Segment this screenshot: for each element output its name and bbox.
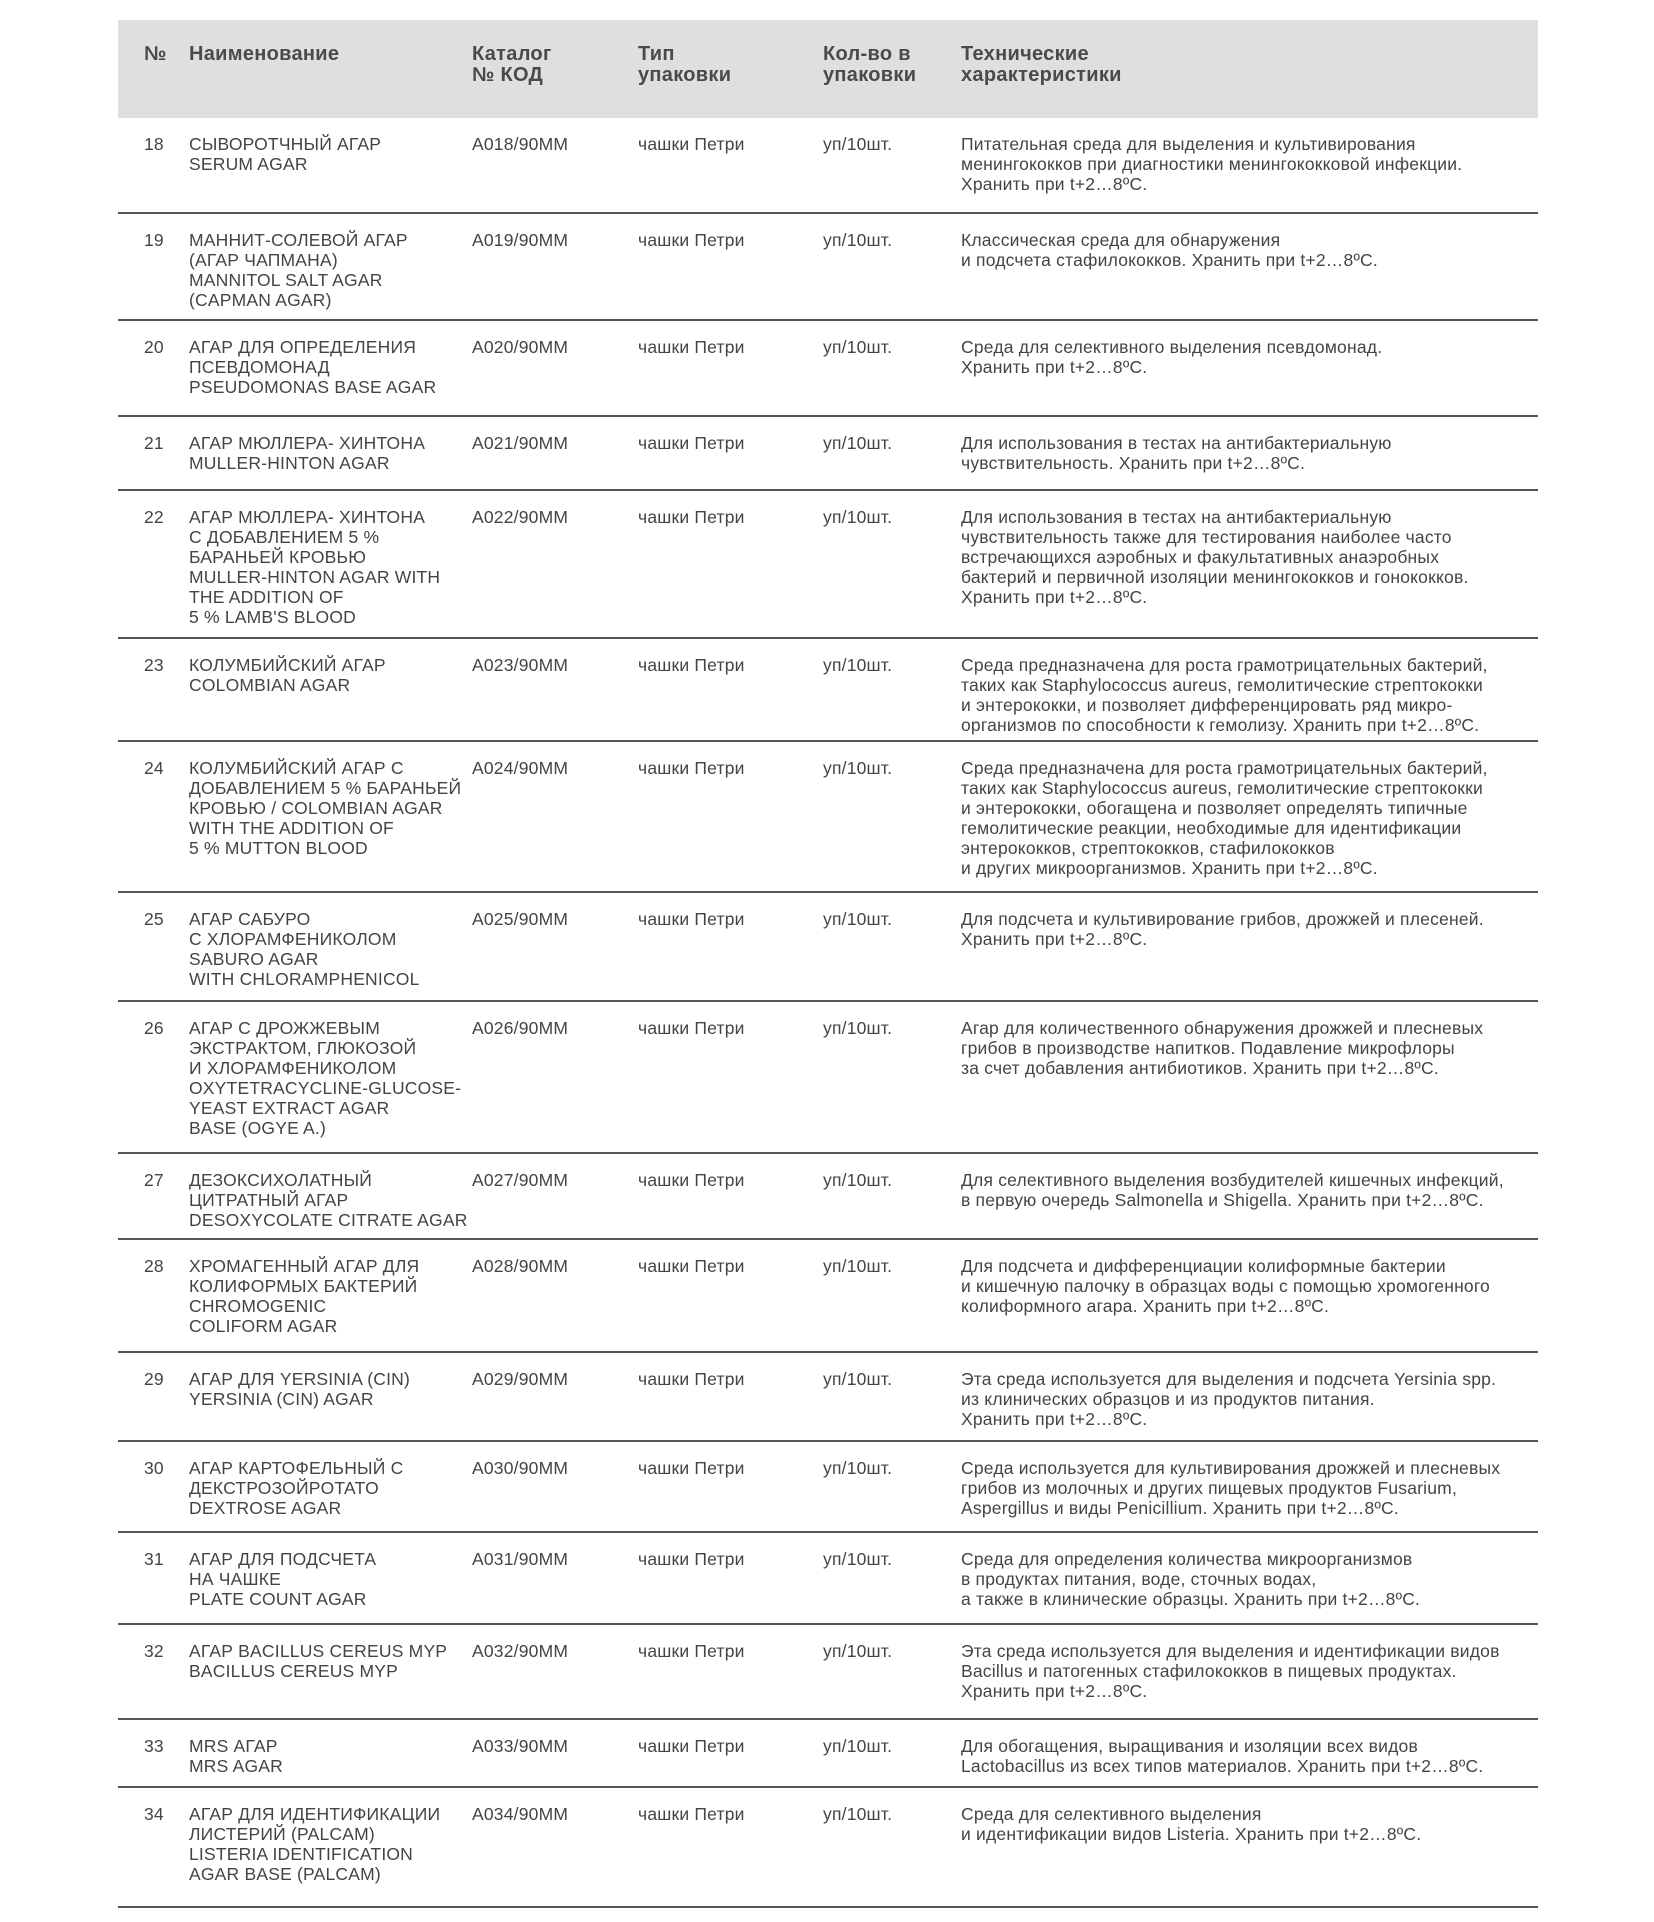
- row-name: АГАР КАРТОФЕЛЬНЫЙ С ДЕКСТРОЗОЙPOTATO DEXTROSE AGAR: [189, 1458, 404, 1518]
- row-specs: Среда предназначена для роста грамотрицательных бактерий, таких как Staphylococcus aureus, гемолитические стрептококки и энтерококки, обогащена и позволяет определять типичные гемолитические реакции, необходимые для идентификации энтерококков, стрептококков, стафилококков и других микроорганизмов. Хранить при t+2…8ºС.: [961, 758, 1488, 878]
- row-number: 19: [144, 230, 164, 250]
- table-row: [118, 118, 1538, 214]
- row-number: 27: [144, 1170, 164, 1190]
- row-specs: Среда предназначена для роста грамотрицательных бактерий, таких как Staphylococcus aureus, гемолитические стрептококки и энтерококки, и позволяет дифференцировать ряд микро- организмов по способности к гемолизу. Хранить при t+2…8ºС.: [961, 655, 1488, 735]
- row-quantity: уп/10шт.: [823, 507, 893, 527]
- row-catalog-code: A033/90MM: [472, 1736, 569, 1756]
- row-name: ХРОМАГЕННЫЙ АГАР ДЛЯ КОЛИФОРМЫХ БАКТЕРИЙ CHROMOGENIC COLIFORM AGAR: [189, 1256, 420, 1336]
- row-name: АГАР С ДРОЖЖЕВЫМ ЭКСТРАКТОМ, ГЛЮКОЗОЙ И ХЛОРАМФЕНИКОЛОМ OXYTETRACYCLINE-GLUCOSE- YEAST EXTRACT AGAR BASE (OGYE A.): [189, 1018, 462, 1138]
- row-specs: Среда для селективного выделения и идентификации видов Listeria. Хранить при t+2…8ºС.: [961, 1804, 1422, 1844]
- table-row: [118, 1625, 1538, 1720]
- header-name: Наименование: [189, 43, 340, 65]
- row-catalog-code: A025/90MM: [472, 909, 569, 929]
- row-quantity: уп/10шт.: [823, 1804, 893, 1824]
- row-specs: Для подсчета и культивирование грибов, дрожжей и плесеней. Хранить при t+2…8ºС.: [961, 909, 1484, 949]
- row-quantity: уп/10шт.: [823, 758, 893, 778]
- row-number: 25: [144, 909, 164, 929]
- row-catalog-code: A020/90MM: [472, 337, 569, 357]
- row-specs: Для селективного выделения возбудителей кишечных инфекций, в первую очередь Salmonella и Shigella. Хранить при t+2…8ºС.: [961, 1170, 1504, 1210]
- row-number: 30: [144, 1458, 164, 1478]
- row-number: 24: [144, 758, 164, 778]
- row-specs: Среда используется для культивирования дрожжей и плесневых грибов из молочных и других пищевых продуктов Fusarium, Aspergillus и виды Penicillium. Хранить при t+2…8ºС.: [961, 1458, 1501, 1518]
- row-number: 20: [144, 337, 164, 357]
- row-quantity: уп/10шт.: [823, 433, 893, 453]
- row-name: АГАР ДЛЯ ОПРЕДЕЛЕНИЯ ПСЕВДОМОНАД PSEUDOMONAS BASE AGAR: [189, 337, 437, 397]
- row-specs: Среда для определения количества микроорганизмов в продуктах питания, воде, сточных водах, а также в клинические образцы. Хранить при t+2…8ºС.: [961, 1549, 1421, 1609]
- row-quantity: уп/10шт.: [823, 1369, 893, 1389]
- row-quantity: уп/10шт.: [823, 134, 893, 154]
- row-quantity: уп/10шт.: [823, 1736, 893, 1756]
- row-package-type: чашки Петри: [638, 1736, 745, 1756]
- row-package-type: чашки Петри: [638, 1641, 745, 1661]
- row-specs: Для обогащения, выращивания и изоляции всех видов Lactobacillus из всех типов материалов. Хранить при t+2…8ºС.: [961, 1736, 1484, 1776]
- table-row: [118, 742, 1538, 893]
- row-catalog-code: A022/90MM: [472, 507, 569, 527]
- row-name: АГАР ДЛЯ ПОДСЧЕТА НА ЧАШКЕ PLATE COUNT AGAR: [189, 1549, 377, 1609]
- table-row: [118, 491, 1538, 639]
- row-name: ДЕЗОКСИХОЛАТНЫЙ ЦИТРАТНЫЙ АГАР DESOXYCOLATE CITRATE AGAR: [189, 1170, 468, 1230]
- header-specs: Технические характеристики: [961, 43, 1122, 86]
- header-catalog: Каталог № КОД: [472, 43, 552, 86]
- row-catalog-code: A034/90MM: [472, 1804, 569, 1824]
- row-package-type: чашки Петри: [638, 507, 745, 527]
- row-specs: Агар для количественного обнаружения дрожжей и плесневых грибов в производстве напитков. Подавление микрофлоры за счет добавления антибиотиков. Хранить при t+2…8ºС.: [961, 1018, 1484, 1078]
- row-number: 31: [144, 1549, 164, 1569]
- row-number: 29: [144, 1369, 164, 1389]
- row-package-type: чашки Петри: [638, 1018, 745, 1038]
- row-name: MRS АГАР MRS AGAR: [189, 1736, 283, 1776]
- row-specs: Среда для селективного выделения псевдомонад. Хранить при t+2…8ºС.: [961, 337, 1383, 377]
- row-quantity: уп/10шт.: [823, 1458, 893, 1478]
- row-number: 18: [144, 134, 164, 154]
- row-package-type: чашки Петри: [638, 433, 745, 453]
- row-number: 32: [144, 1641, 164, 1661]
- row-name: АГАР МЮЛЛЕРА- ХИНТОНА С ДОБАВЛЕНИЕМ 5 % БАРАНЬЕЙ КРОВЬЮ MULLER-HINTON AGAR WITH THE ADDITION OF 5 % LAMB'S BLOOD: [189, 507, 441, 627]
- row-number: 23: [144, 655, 164, 675]
- row-name: АГАР МЮЛЛЕРА- ХИНТОНА MULLER-HINTON AGAR: [189, 433, 426, 473]
- row-catalog-code: A026/90MM: [472, 1018, 569, 1038]
- table-row: [118, 1002, 1538, 1154]
- row-catalog-code: A030/90MM: [472, 1458, 569, 1478]
- table-row: [118, 1442, 1538, 1533]
- row-catalog-code: A024/90MM: [472, 758, 569, 778]
- row-catalog-code: A032/90MM: [472, 1641, 569, 1661]
- table-row: [118, 1240, 1538, 1353]
- row-number: 28: [144, 1256, 164, 1276]
- row-specs: Эта среда используется для выделения и идентификации видов Bacillus и патогенных стафилококков в пищевых продуктах. Хранить при t+2…8ºС.: [961, 1641, 1500, 1701]
- table-row: [118, 1788, 1538, 1908]
- row-package-type: чашки Петри: [638, 134, 745, 154]
- row-specs: Классическая среда для обнаружения и подсчета стафилококков. Хранить при t+2…8ºС.: [961, 230, 1378, 270]
- row-specs: Эта среда используется для выделения и подсчета Yersinia spp. из клинических образцов и из продуктов питания. Хранить при t+2…8ºС.: [961, 1369, 1497, 1429]
- row-package-type: чашки Петри: [638, 1170, 745, 1190]
- row-quantity: уп/10шт.: [823, 1018, 893, 1038]
- row-specs: Для подсчета и дифференциации колиформные бактерии и кишечную палочку в образцах воды с помощью хромогенного колиформного агара. Хранить при t+2…8ºС.: [961, 1256, 1490, 1316]
- row-specs: Для использования в тестах на антибактериальную чувствительность также для тестирования наиболее часто встречающихся аэробных и факультативных анаэробных бактерий и первичной изоляции менингококков и гонококков. Хранить при t+2…8ºС.: [961, 507, 1469, 607]
- row-number: 26: [144, 1018, 164, 1038]
- row-specs: Для использования в тестах на антибактериальную чувствительность. Хранить при t+2…8ºС.: [961, 433, 1392, 473]
- row-package-type: чашки Петри: [638, 1804, 745, 1824]
- header-num: №: [144, 43, 167, 65]
- row-quantity: уп/10шт.: [823, 909, 893, 929]
- table-row: [118, 1720, 1538, 1788]
- table-row: [118, 639, 1538, 742]
- table-row: [118, 214, 1538, 321]
- table-row: [118, 321, 1538, 417]
- table-row: [118, 893, 1538, 1002]
- table-row: [118, 417, 1538, 491]
- table-row: [118, 1353, 1538, 1442]
- row-catalog-code: A018/90MM: [472, 134, 569, 154]
- table-row: [118, 1533, 1538, 1625]
- row-catalog-code: A028/90MM: [472, 1256, 569, 1276]
- row-package-type: чашки Петри: [638, 337, 745, 357]
- products-table: [118, 20, 1538, 1908]
- row-catalog-code: A023/90MM: [472, 655, 569, 675]
- row-catalog-code: A027/90MM: [472, 1170, 569, 1190]
- row-name: КОЛУМБИЙСКИЙ АГАР С ДОБАВЛЕНИЕМ 5 % БАРАНЬЕЙ КРОВЬЮ / COLOMBIAN AGAR WITH THE ADDITION OF 5 % MUTTON BLOOD: [189, 758, 462, 858]
- row-catalog-code: A031/90MM: [472, 1549, 569, 1569]
- row-package-type: чашки Петри: [638, 230, 745, 250]
- row-package-type: чашки Петри: [638, 655, 745, 675]
- row-number: 33: [144, 1736, 164, 1756]
- row-quantity: уп/10шт.: [823, 1641, 893, 1661]
- header-package-type: Тип упаковки: [638, 43, 732, 86]
- row-quantity: уп/10шт.: [823, 1256, 893, 1276]
- row-number: 21: [144, 433, 164, 453]
- row-quantity: уп/10шт.: [823, 1170, 893, 1190]
- row-name: МАННИТ-СОЛЕВОЙ АГАР (АГАР ЧАПМАНА) MANNITOL SALT AGAR (CAPMAN AGAR): [189, 230, 408, 310]
- row-catalog-code: A019/90MM: [472, 230, 569, 250]
- table-header: [118, 20, 1538, 118]
- row-quantity: уп/10шт.: [823, 230, 893, 250]
- row-catalog-code: A029/90MM: [472, 1369, 569, 1389]
- row-quantity: уп/10шт.: [823, 655, 893, 675]
- row-number: 22: [144, 507, 164, 527]
- row-catalog-code: A021/90MM: [472, 433, 569, 453]
- header-quantity: Кол-во в упаковки: [823, 43, 917, 86]
- row-quantity: уп/10шт.: [823, 1549, 893, 1569]
- table-row: [118, 1154, 1538, 1240]
- row-package-type: чашки Петри: [638, 909, 745, 929]
- row-name: АГАР BACILLUS CEREUS MYP BACILLUS CEREUS MYP: [189, 1641, 448, 1681]
- table-body: [118, 118, 1538, 1908]
- row-package-type: чашки Петри: [638, 1549, 745, 1569]
- row-quantity: уп/10шт.: [823, 337, 893, 357]
- row-package-type: чашки Петри: [638, 1256, 745, 1276]
- row-name: АГАР САБУРО С ХЛОРАМФЕНИКОЛОМ SABURO AGAR WITH CHLORAMPHENICOL: [189, 909, 420, 989]
- row-name: АГАР ДЛЯ YERSINIA (CIN) YERSINIA (CIN) AGAR: [189, 1369, 411, 1409]
- row-package-type: чашки Петри: [638, 1369, 745, 1389]
- row-name: АГАР ДЛЯ ИДЕНТИФИКАЦИИ ЛИСТЕРИЙ (PALCAM) LISTERIA IDENTIFICATION AGAR BASE (PALCAM): [189, 1804, 441, 1884]
- row-specs: Питательная среда для выделения и культивирования менингококков при диагностики менингококковой инфекции. Хранить при t+2…8ºС.: [961, 134, 1463, 194]
- row-package-type: чашки Петри: [638, 1458, 745, 1478]
- row-name: СЫВОРОТЧНЫЙ АГАР SERUM AGAR: [189, 134, 382, 174]
- row-name: КОЛУМБИЙСКИЙ АГАР COLOMBIAN AGAR: [189, 655, 386, 695]
- row-number: 34: [144, 1804, 164, 1824]
- row-package-type: чашки Петри: [638, 758, 745, 778]
